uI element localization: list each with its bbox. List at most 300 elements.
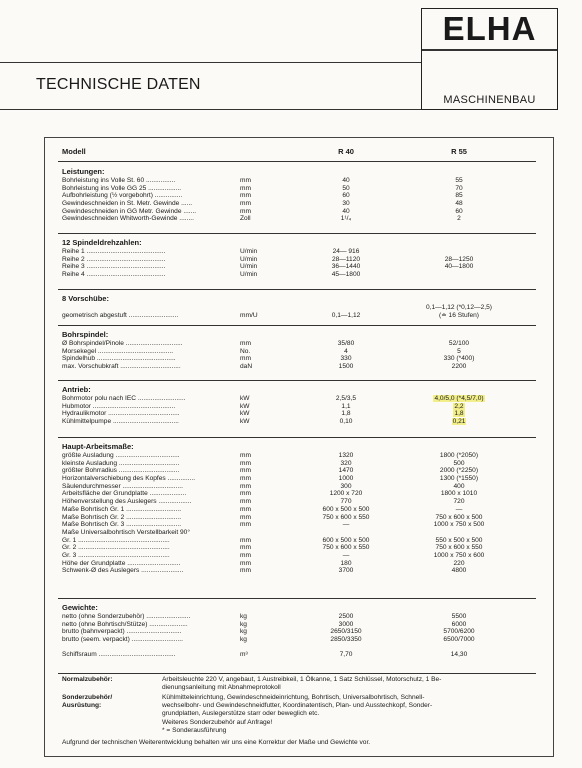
spec-value-r40: [314, 395, 378, 403]
spec-row: [62, 304, 534, 312]
spec-row: [62, 613, 534, 621]
brand-logo-box: [421, 8, 558, 110]
spec-text: 1200 x 720: [329, 490, 363, 498]
spec-value-r40: [314, 200, 378, 208]
spec-text: 48: [455, 200, 463, 208]
spec-row: [62, 348, 534, 356]
spec-unit: [240, 521, 251, 529]
spec-text: mm: [240, 498, 251, 506]
spec-text: Gr. 3 ..................................................: [62, 551, 170, 559]
spec-label: [62, 410, 236, 418]
spec-text: kW: [240, 402, 250, 410]
spec-text: U/min: [240, 263, 258, 271]
spec-row: [62, 475, 534, 483]
spec-text: netto (ohne Sonderzubehör) ........................: [62, 613, 191, 620]
spec-unit: [240, 621, 247, 629]
spec-value-r55: [422, 452, 496, 460]
spec-value-r40: [314, 621, 378, 629]
spec-value-r55: [422, 506, 496, 514]
spec-value-r40: [314, 256, 378, 264]
spec-unit: [240, 263, 257, 271]
spec-text: mm: [240, 559, 251, 567]
spec-unit: [240, 467, 251, 475]
spec-unit: [240, 628, 247, 636]
spec-text: Gewindeschneiden in GG Metr. Gewinde .......: [62, 207, 197, 215]
spec-value-r40: [314, 552, 378, 560]
section-title: Haupt-Arbeitsmaße:: [62, 442, 134, 451]
spec-label: [62, 636, 236, 644]
normal-accessories-label: Normalzubehör:: [62, 676, 113, 683]
spec-row: [62, 215, 534, 223]
spec-value-r40: [314, 192, 378, 200]
spec-row: [62, 248, 534, 256]
spec-text: 0,21: [452, 418, 466, 426]
spec-text: mm: [240, 207, 251, 215]
spec-text: kg: [240, 620, 247, 628]
special-accessories-label: Sonderzubehör/: [62, 694, 113, 701]
spec-unit: [240, 340, 251, 348]
spec-value-r40: [314, 567, 378, 575]
spec-text: U/min: [240, 255, 258, 263]
spec-label: [62, 628, 236, 636]
spec-text: mm: [240, 177, 251, 184]
spec-label: [62, 403, 236, 411]
spec-text: 2500: [338, 613, 354, 620]
spec-row: [62, 403, 534, 411]
spec-text: 14,30: [450, 651, 468, 659]
spec-value-r40: [314, 460, 378, 468]
spec-unit: [240, 363, 252, 371]
spec-text: Höhenverstellung des Auslegers ..................: [62, 498, 192, 506]
spec-label: [62, 355, 236, 363]
spec-text: Bohrleistung ins Volle St. 60 ................: [62, 177, 176, 184]
spec-text: mm: [240, 459, 251, 467]
spec-unit: [240, 271, 257, 279]
spec-text: m³: [240, 651, 248, 659]
spec-value-r55: [422, 185, 496, 193]
spec-row: [62, 560, 534, 568]
spec-label: [62, 514, 236, 522]
spec-text: mm: [240, 200, 251, 208]
spec-text: 5: [457, 347, 461, 355]
spec-row: [62, 644, 534, 652]
section-title: Gewichte:: [62, 603, 98, 612]
special-accessories-text: wechselbohr- und Gewindeschneidfutter, Koordinatentisch, Plan- und Ausstechkopf, Sonder-: [162, 702, 433, 709]
spec-value-r40: [314, 452, 378, 460]
spec-label: [62, 177, 236, 185]
spec-text: 0,1—1,12 (*0,12—2,5): [426, 304, 492, 311]
spec-unit: [240, 185, 251, 193]
disclaimer-note: Aufgrund der technischen Weiterentwicklung behalten wir uns eine Korrektur der Maße und Gewichte vor.: [62, 739, 371, 746]
spec-text: 750 x 600 x 500: [435, 513, 483, 521]
spec-unit: [240, 567, 251, 575]
header-rule-lower: [0, 109, 421, 110]
model-r55: R 55: [451, 147, 467, 156]
spec-text: mm: [240, 567, 251, 575]
spec-text: kg: [240, 636, 247, 644]
spec-value-r55: [422, 177, 496, 185]
spec-label: [62, 621, 236, 629]
spec-value-r40: [314, 348, 378, 356]
spec-value-r55: [422, 263, 496, 271]
spec-text: 1000: [338, 475, 354, 483]
spec-text: 36—1440: [331, 263, 361, 271]
spec-text: Spindelhub ...........................................: [62, 355, 176, 363]
spec-text: Aufbohrleistung (½ vorgebohrt) ...............: [62, 192, 183, 200]
spec-text: Gewindeschneiden in St. Metr. Gewinde ......: [62, 200, 193, 208]
spec-text: 2000 (*2250): [439, 467, 479, 475]
spec-value-r40: [314, 628, 378, 636]
spec-text: mm: [240, 452, 251, 459]
spec-label: [62, 490, 236, 498]
spec-value-r55: [422, 418, 496, 426]
spec-value-r55: [422, 340, 496, 348]
spec-value-r55: [422, 312, 496, 320]
spec-text: mm: [240, 521, 251, 529]
spec-row: [62, 529, 534, 537]
spec-value-r40: [314, 271, 378, 279]
spec-text: mm: [240, 490, 251, 498]
spec-text: 3000: [338, 620, 354, 628]
spec-row: [62, 506, 534, 514]
spec-row: [62, 410, 534, 418]
spec-text: 50: [342, 184, 350, 192]
spec-value-r55: [422, 544, 496, 552]
spec-value-r40: [314, 636, 378, 644]
spec-text: 40—1800: [444, 263, 474, 271]
spec-text: Gr. 1 ..................................................: [62, 536, 170, 544]
spec-value-r55: [422, 208, 496, 216]
spec-row: [62, 340, 534, 348]
spec-text: 750 x 600 x 550: [435, 544, 483, 552]
spec-unit: [240, 636, 247, 644]
spec-text: mm: [240, 184, 251, 192]
spec-text: 5500: [451, 613, 467, 620]
spec-text: —: [342, 521, 350, 529]
spec-value-r55: [422, 475, 496, 483]
spec-text: 1000 x 750 x 600: [433, 551, 485, 559]
spec-text: größte Ausladung ...................................: [62, 452, 180, 459]
spec-text: 180: [340, 559, 352, 567]
model-r40: R 40: [338, 147, 354, 156]
spec-label: [62, 651, 236, 659]
spec-text: Zoll: [240, 215, 251, 223]
spec-text: 6500/7000: [443, 636, 475, 644]
spec-value-r55: [422, 256, 496, 264]
spec-text: 6000: [451, 620, 467, 628]
spec-text: 1500: [338, 363, 354, 371]
spec-text: Gewindeschneiden Whitworth-Gewinde ........: [62, 215, 194, 223]
spec-text: mm: [240, 467, 251, 475]
spec-text: Maße Universalbohrtisch Verstellbarkeit 90°: [62, 528, 190, 536]
spec-unit: [240, 498, 251, 506]
spec-value-r55: [422, 192, 496, 200]
spec-text: 770: [340, 498, 352, 506]
spec-text: 330: [340, 355, 352, 363]
spec-value-r40: [314, 263, 378, 271]
spec-text: Gr. 2 ..................................................: [62, 544, 170, 552]
spec-row: [62, 567, 534, 575]
spec-text: 55: [455, 177, 463, 184]
spec-unit: [240, 460, 251, 468]
spec-text: 24— 916: [332, 248, 360, 255]
spec-row: [62, 521, 534, 529]
section-title: 12 Spindeldrehzahlen:: [62, 238, 142, 247]
spec-text: brutto (bahnverpackt) ..............................: [62, 628, 182, 636]
spec-text: 28—1250: [444, 255, 474, 263]
spec-text: 1800 x 1010: [440, 490, 478, 498]
spec-value-r40: [314, 177, 378, 185]
spec-text: mm: [240, 355, 251, 363]
section-divider: [58, 598, 536, 599]
spec-text: 52/100: [448, 340, 470, 347]
header-rule: [0, 62, 421, 63]
spec-text: 750 x 600 x 550: [322, 513, 370, 521]
spec-text: 60: [455, 207, 463, 215]
spec-unit: [240, 613, 247, 621]
section-divider: [58, 437, 536, 438]
spec-value-r40: [314, 544, 378, 552]
section-antrieb: [62, 385, 534, 426]
spec-text: 330 (*400): [443, 355, 475, 363]
spec-text: 550 x 500 x 500: [435, 536, 483, 544]
spec-row: [62, 514, 534, 522]
spec-text: 70: [455, 184, 463, 192]
spec-text: 1,8: [341, 410, 351, 418]
brand-divider: [422, 49, 557, 51]
spec-text: 320: [340, 459, 352, 467]
spec-value-r55: [422, 521, 496, 529]
spec-value-r55: [422, 552, 496, 560]
special-accessories-text: Kühlmitteleinrichtung, Gewindeschneideinrichtung, Bohrtisch, Universalbohrtisch, Schnell-: [162, 694, 425, 701]
spec-value-r40: [314, 521, 378, 529]
spec-value-r55: [422, 304, 496, 312]
spec-text: Maße Bohrtisch Gr. 1 ..............................: [62, 505, 182, 513]
spec-value-r55: [422, 363, 496, 371]
spec-value-r55: [422, 403, 496, 411]
spec-value-r55: [422, 636, 496, 644]
spec-row: [62, 271, 534, 279]
spec-label: [62, 271, 236, 279]
spec-row: [62, 552, 534, 560]
section-divider: [58, 673, 536, 674]
normal-accessories-text: Arbeitsleuchte 220 V, angebaut, 1 Austreibkeil, 1 Ölkanne, 1 Satz Schlüssel, Motorschutz, 1 Be-: [162, 676, 442, 683]
spec-text: Bohrmotor polu nach IEC ..........................: [62, 395, 186, 402]
spec-value-r55: [422, 560, 496, 568]
spec-value-r55: [422, 215, 496, 223]
spec-row: [62, 192, 534, 200]
section-haupt: [62, 442, 534, 575]
spec-value-r55: [422, 613, 496, 621]
spec-label: [62, 192, 236, 200]
spec-text: 1800 (*2050): [439, 452, 479, 459]
spec-value-r55: [422, 348, 496, 356]
section-divider: [58, 289, 536, 290]
spec-row: [62, 185, 534, 193]
spec-label: [62, 208, 236, 216]
spec-text: 720: [453, 498, 465, 506]
spec-label: [62, 200, 236, 208]
spec-value-r40: [314, 560, 378, 568]
spec-unit: [240, 514, 251, 522]
special-accessories-text: grundplatten, Auslegerstütze starr oder beweglich etc.: [162, 710, 320, 717]
spec-value-r55: [422, 483, 496, 491]
spec-value-r55: [422, 467, 496, 475]
spec-text: 300: [340, 482, 352, 490]
spec-row: [62, 312, 534, 320]
spec-row: [62, 544, 534, 552]
spec-text: mm: [240, 340, 251, 347]
spec-label: [62, 348, 236, 356]
spec-text: Reihe 4 ...........................................: [62, 271, 166, 279]
spec-value-r55: [422, 200, 496, 208]
section-spindel: [62, 238, 534, 279]
spec-label: [62, 185, 236, 193]
spec-text: 750 x 600 x 550: [322, 544, 370, 552]
spec-label: [62, 467, 236, 475]
spec-label: [62, 544, 236, 552]
spec-unit: [240, 560, 251, 568]
section-title: Bohrspindel:: [62, 330, 109, 339]
spec-row: [62, 636, 534, 644]
spec-text: kW: [240, 418, 250, 426]
spec-row: [62, 418, 534, 426]
spec-text: Schiffsraum ..........................................: [62, 651, 176, 659]
spec-label: [62, 506, 236, 514]
spec-unit: [240, 192, 251, 200]
spec-text: 220: [453, 559, 465, 567]
spec-unit: [240, 483, 251, 491]
spec-text: 600 x 500 x 500: [322, 536, 370, 544]
spec-row: [62, 537, 534, 545]
spec-row: [62, 395, 534, 403]
spec-text: Reihe 3 ...........................................: [62, 263, 166, 271]
section-divider: [58, 325, 536, 326]
spec-row: [62, 208, 534, 216]
spec-value-r40: [314, 208, 378, 216]
spec-label: [62, 498, 236, 506]
spec-row: [62, 651, 534, 659]
spec-text: 28—1120: [331, 255, 361, 263]
spec-text: 2,2: [454, 402, 464, 410]
spec-value-r40: [314, 475, 378, 483]
spec-text: 2650/3150: [330, 628, 362, 636]
spec-unit: [240, 355, 251, 363]
spec-row: [62, 263, 534, 271]
spec-text: 40: [342, 177, 350, 184]
spec-text: U/min: [240, 271, 258, 279]
spec-text: 2: [457, 215, 461, 223]
spec-label: [62, 613, 236, 621]
spec-unit: [240, 403, 250, 411]
spec-label: [62, 567, 236, 575]
spec-text: 5700/6200: [443, 628, 475, 636]
spec-text: kg: [240, 628, 247, 636]
spec-text: 600 x 500 x 500: [322, 505, 370, 513]
spec-value-r40: [314, 248, 378, 256]
asterisk-legend: * = Sonderausführung: [162, 727, 227, 734]
spec-text: 2850/3350: [330, 636, 362, 644]
spec-label: [62, 418, 236, 426]
spec-label: [62, 483, 236, 491]
spec-text: daN: [240, 363, 253, 371]
spec-value-r40: [314, 403, 378, 411]
spec-label: [62, 560, 236, 568]
spec-unit: [240, 552, 251, 560]
spec-text: 60: [342, 192, 350, 200]
spec-value-r40: [314, 514, 378, 522]
further-accessories-note: Weiteres Sonderzubehör auf Anfrage!: [162, 719, 273, 726]
section-title: 8 Vorschübe:: [62, 294, 109, 303]
spec-text: Bohrleistung ins Volle GG 25 ..................: [62, 184, 182, 192]
spec-text: —: [455, 505, 463, 513]
spec-unit: [240, 395, 250, 403]
special-accessories-label: Ausrüstung:: [62, 702, 102, 709]
section-divider: [58, 233, 536, 234]
spec-value-r40: [314, 355, 378, 363]
spec-label: [62, 529, 236, 537]
spec-text: Kühlmittelpumpe ....................................: [62, 418, 179, 426]
spec-value-r55: [422, 651, 496, 659]
spec-row: [62, 200, 534, 208]
spec-text: Hubmotor .............................................: [62, 402, 176, 410]
spec-label: [62, 452, 236, 460]
spec-unit: [240, 177, 251, 185]
spec-unit: [240, 215, 251, 223]
spec-label: [62, 521, 236, 529]
spec-label: [62, 363, 236, 371]
spec-value-r40: [314, 418, 378, 426]
spec-text: Höhe der Grundplatte .............................: [62, 559, 181, 567]
spec-label: [62, 475, 236, 483]
spec-text: 1,1: [341, 402, 351, 410]
spec-text: 40: [342, 207, 350, 215]
spec-value-r55: [422, 460, 496, 468]
spec-text: 500: [453, 459, 465, 467]
spec-row: [62, 498, 534, 506]
spec-text: Schwenk-Ø des Auslegers .......................: [62, 567, 184, 575]
spec-text: geometrisch abgestuft ...........................: [62, 311, 179, 319]
spec-value-r55: [422, 628, 496, 636]
spec-row: [62, 483, 534, 491]
spec-label: [62, 248, 236, 256]
spec-text: netto (ohne Bohrtisch/Stütze) .....................: [62, 620, 188, 628]
spec-value-r40: [314, 185, 378, 193]
spec-label: [62, 552, 236, 560]
spec-value-r40: [314, 340, 378, 348]
spec-text: mm/U: [240, 311, 258, 319]
spec-text: 3700: [338, 567, 354, 575]
spec-value-r55: [422, 498, 496, 506]
section-divider: [58, 161, 536, 162]
spec-row: [62, 355, 534, 363]
spec-text: mm: [240, 192, 251, 200]
spec-label: [62, 312, 236, 320]
spec-row: [62, 490, 534, 498]
column-header: [62, 147, 534, 157]
spec-unit: [240, 256, 257, 264]
spec-value-r40: [314, 215, 378, 223]
spec-text: 1¹/₄: [340, 215, 352, 223]
spec-value-r55: [422, 514, 496, 522]
spec-text: mm: [240, 536, 251, 544]
spec-row: [62, 177, 534, 185]
section-title: Antrieb:: [62, 385, 91, 394]
spec-value-r55: [422, 621, 496, 629]
spec-label: [62, 340, 236, 348]
spec-value-r40: [314, 498, 378, 506]
brand-logo: ELHA: [442, 10, 537, 47]
